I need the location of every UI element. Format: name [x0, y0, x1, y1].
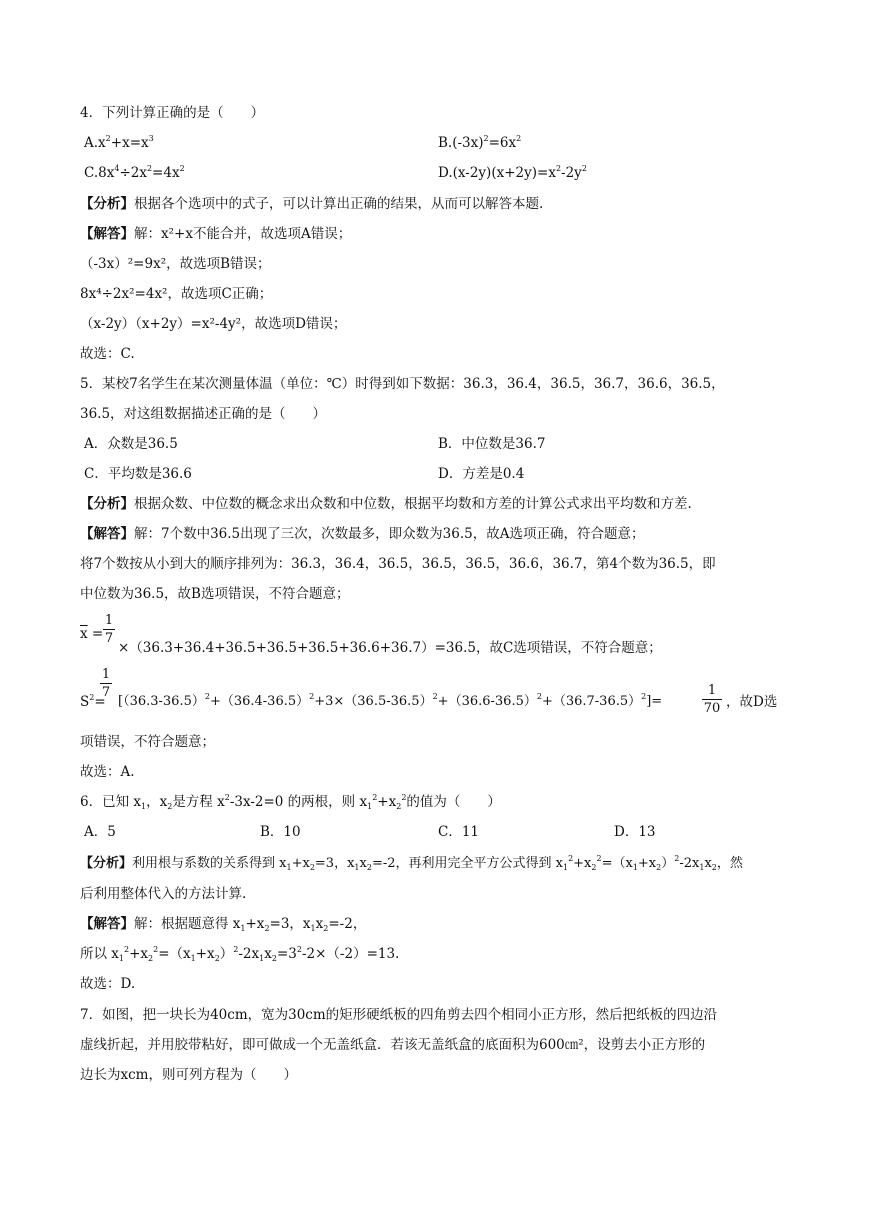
q5-variance-tail: ，故D选 [726, 694, 778, 710]
q4-option-d: $D.(x-2y)(x+2y)=x^2-2y^2$ [438, 164, 587, 181]
q5-answer: 故选：A. [80, 764, 135, 780]
q4-option-a: $A.x^2+x=x^3$ [84, 134, 154, 151]
q5-variance-result: 1 70 [703, 683, 721, 716]
q4-option-b: $B.(-3x)^2=6x^2$ [438, 134, 522, 151]
q5-option-c: C．平均数是36.6 [84, 466, 192, 482]
q6-stem: 6．已知 $x_1$，$x_2$是方程 $x^2-3x-2=0$ 的两根，则 $x_1^2+x_2^2$的值为（ ） [80, 793, 501, 811]
q7-stem-2: 虚线折起，并用胶带粘好，即可做成一个无盖纸盒．若该无盖纸盒的底面积为600㎝²，设剪去小正方形的 [80, 1037, 706, 1053]
q5-stem-2: 36.5，对这组数据描述正确的是（ ） [80, 406, 327, 422]
q5-analysis: 【分析】根据众数、中位数的概念求出众数和中位数，根据平均数和方差的计算公式求出平均数和方差. [80, 496, 692, 512]
q5-option-d: D．方差是0.4 [438, 466, 525, 482]
q5-option-b: B．中位数是36.7 [438, 436, 546, 452]
q4-solution-4: （x-2y）（x+2y）=x²-4y²，故选项D错误； [80, 316, 347, 332]
q5-mean-fraction: 1 7 [104, 613, 114, 646]
q4-stem: 4．下列计算正确的是（ ） [80, 105, 265, 121]
q5-mean-rhs: ×（36.3+36.4+36.5+36.5+36.5+36.6+36.7）=36.5，故C选项错误，不符合题意； [118, 640, 662, 656]
q6-answer: 故选：D. [80, 976, 136, 992]
q4-solution-2: （-3x）²=9x²，故选项B错误； [80, 256, 271, 272]
q4-solution-1: 【解答】解：x²+x不能合并，故选项A错误； [80, 226, 352, 242]
q6-analysis: 【分析】利用根与系数的关系得到 $x_1+x_2=3$，$x_1x_2=-2$，再利用完全平方公式得到 $x_1^2+x_2^2=(x_1+x_2)^2-2x_1x_2$，然 [80, 854, 743, 872]
q6-solution-2: 所以 $x_1^2+x_2^2=(x_1+x_2)^2-2x_1x_2=3^2-2\times(-2)=13$. [80, 945, 400, 963]
q5-solution-2: 将7个数按从小到大的顺序排列为：36.3，36.4，36.5，36.5，36.5，36.6，36.7，第4个数为36.5，即 [80, 556, 716, 572]
q6-solution-1: 【解答】解：根据题意得 $x_1+x_2=3$，$x_1x_2=-2$， [80, 916, 367, 933]
q4-option-c: $C.8x^4\div 2x^2=4x^2$ [84, 164, 185, 181]
q5-stem-1: 5．某校7名学生在某次测量体温（单位：℃）时得到如下数据：36.3，36.4，36.5，36.7，36.6，36.5， [80, 376, 725, 392]
q5-mean-lhs: $\overline{x}$ = [80, 626, 104, 642]
q5-solution-1: 【解答】解：7个数中36.5出现了三次，次数最多，即众数为36.5，故A选项正确，符合题意； [80, 526, 645, 542]
q5-solution-last: 项错误，不符合题意； [80, 734, 215, 750]
q5-variance-body: $[(36.3-36.5)^2+(36.4-36.5)^2+3\times(36.5-36.5)^2+(36.6-36.5)^2+(36.7-36.5)^2]=$ [118, 692, 663, 709]
q6-option-c: C．11 [438, 824, 480, 840]
q4-solution-3: 8x⁴÷2x²=4x²，故选项C正确； [80, 286, 273, 302]
q6-analysis-2: 后利用整体代入的方法计算. [80, 886, 247, 902]
q7-stem-3: 边长为xcm，则可列方程为（ ） [80, 1067, 297, 1083]
q4-answer: 故选：C. [80, 346, 135, 362]
q5-variance-lhs: $S^2=$ [80, 693, 106, 710]
q6-option-b: B．10 [260, 824, 301, 840]
q5-solution-3: 中位数为36.5，故B选项错误，不符合题意； [80, 586, 350, 602]
q6-option-d: D．13 [614, 824, 656, 840]
q5-option-a: A．众数是36.5 [84, 436, 178, 452]
q5-variance-fraction: 1 7 [101, 667, 111, 700]
q6-option-a: A．5 [84, 824, 116, 840]
q7-stem-1: 7．如图，把一块长为40cm，宽为30cm的矩形硬纸板的四角剪去四个相同小正方形，然后把纸板的四边沿 [80, 1007, 718, 1023]
q4-analysis: 【分析】根据各个选项中的式子，可以计算出正确的结果，从而可以解答本题. [80, 196, 544, 212]
